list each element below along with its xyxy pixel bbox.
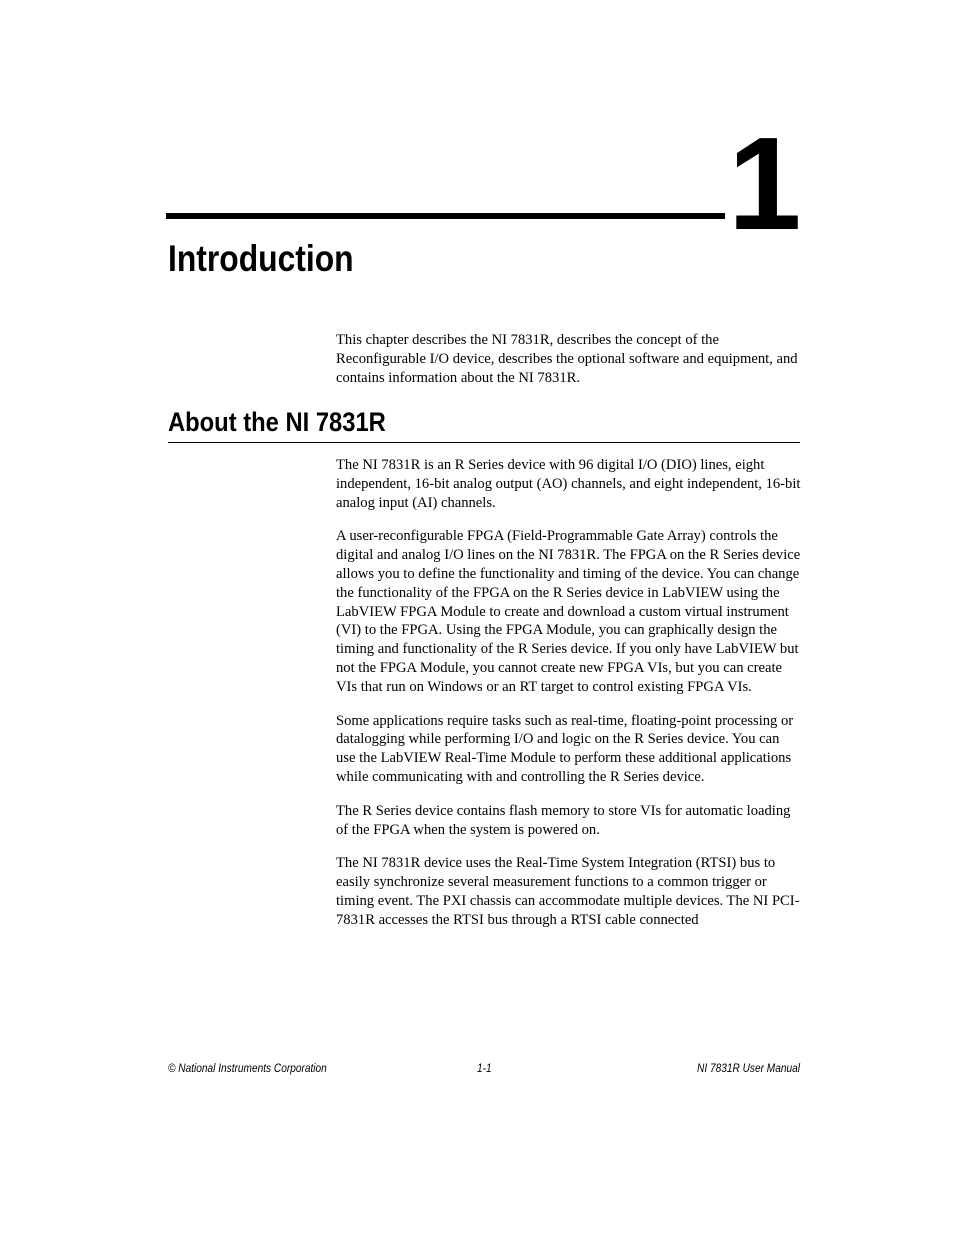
- footer-page-number: 1-1: [477, 1063, 492, 1075]
- section-body: [336, 456, 802, 945]
- body-paragraph: The R Series device contains flash memory to store VIs for automatic loading of the FPGA when the system is powered on.: [336, 802, 791, 838]
- body-paragraph: Some applications require tasks such as real-time, floating-point processing or datalogging while performing I/O and logic on the R Series device. You can use the LabVIEW Real-Time Module to perform these additional applications while communicating with and controlling the R Series device.: [336, 712, 794, 785]
- body-paragraph: The NI 7831R is an R Series device with 96 digital I/O (DIO) lines, eight independent, 16-bit analog output (AO) channels, and eight independent, 16-bit analog input (AI) channels.: [336, 457, 801, 511]
- body-paragraph: The NI 7831R device uses the Real-Time System Integration (RTSI) bus to easily synchronize several measurement functions to a common trigger or timing event. The PXI chassis can accommodate multiple devices. The NI PCI-7831R accesses the RTSI bus through a RTSI cable connected: [336, 855, 800, 928]
- body-paragraph: A user-reconfigurable FPGA (Field-Programmable Gate Array) controls the digital and analog I/O lines on the NI 7831R. The FPGA on the R Series device allows you to define the functionality and timing of the device. You can change the functionality of the FPGA on the R Series device in LabVIEW using the LabVIEW FPGA Module to create and download a custom virtual instrument (VI) to the FPGA. Using the FPGA Module, you can graphically design the timing and functionality of the R Series device. If you only have LabVIEW but not the FPGA Module, you cannot create new FPGA VIs, but you can create VIs that run on Windows or an RT target to control existing FPGA VIs.: [336, 528, 801, 695]
- footer-manual-title: NI 7831R User Manual: [697, 1063, 800, 1075]
- chapter-number: 1: [728, 110, 798, 257]
- footer-copyright: © National Instruments Corporation: [168, 1063, 327, 1075]
- intro-paragraph: This chapter describes the NI 7831R, describes the concept of the Reconfigurable I/O device, describes the optional software and equipment, and contains information about the NI 7831R.: [336, 332, 798, 386]
- section-heading: About the NI 7831R: [168, 407, 386, 437]
- chapter-rule: [166, 213, 725, 219]
- intro-block: [336, 331, 802, 402]
- section-rule: [168, 442, 800, 443]
- chapter-title: Introduction: [168, 238, 354, 279]
